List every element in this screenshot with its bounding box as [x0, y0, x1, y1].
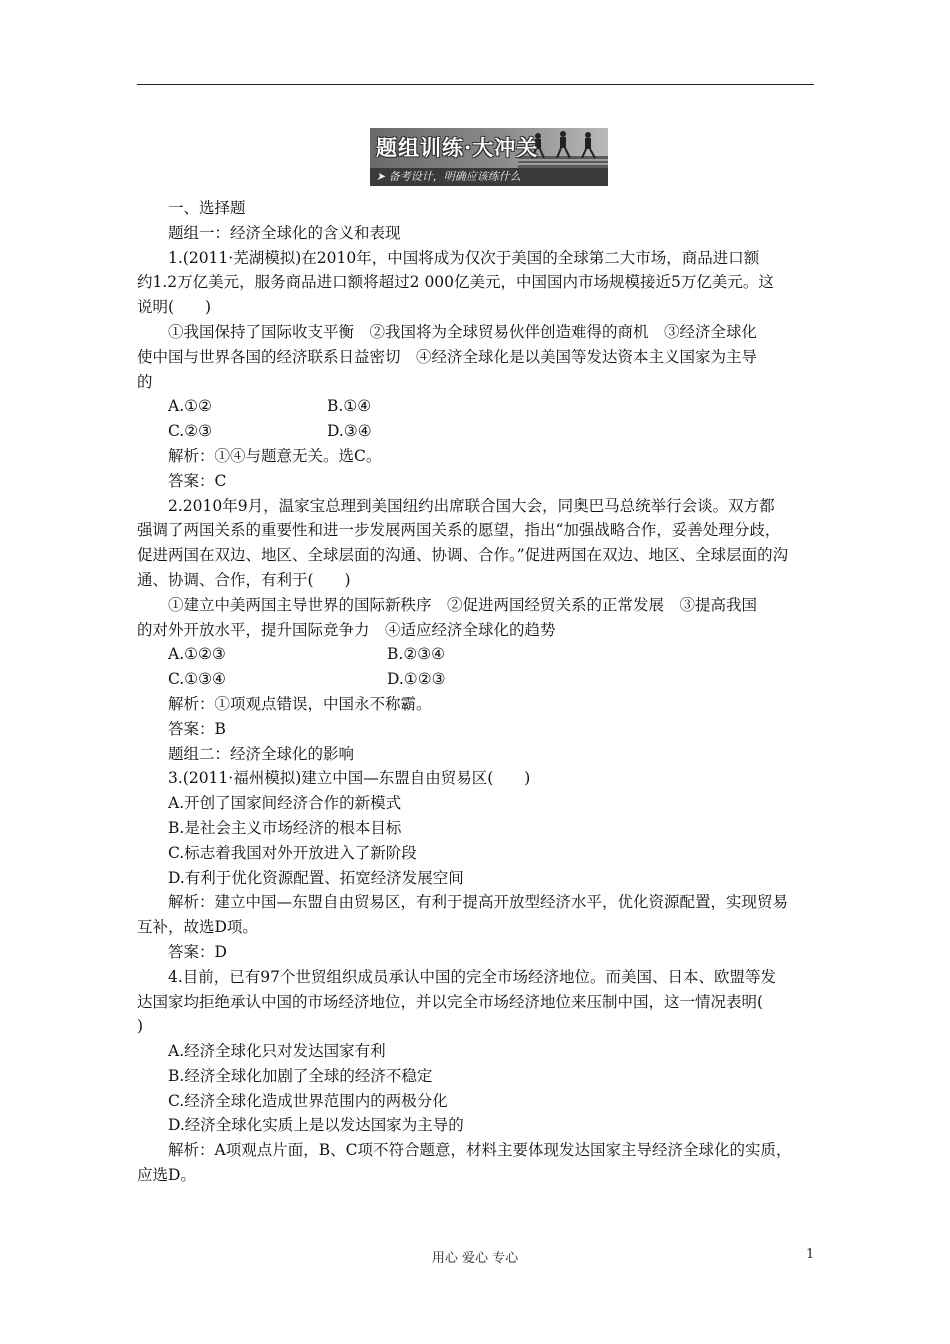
- header-rule: [137, 84, 814, 85]
- text-line: 解析：①项观点错误，中国永不称霸。: [168, 694, 432, 713]
- text-line: 应选D。: [137, 1166, 196, 1185]
- text-line: A.开创了国家间经济合作的新模式: [168, 794, 402, 813]
- text-line: 3.(2011·福州模拟)建立中国—东盟自由贸易区( ): [168, 769, 531, 788]
- text-line: 答案：C: [168, 471, 227, 490]
- text-line: 促进两国在双边、地区、全球层面的沟通、协调、合作。”促进两国在双边、地区、全球层面的沟: [137, 546, 789, 565]
- section-banner: [370, 128, 608, 186]
- text-line: 互补，故选D项。: [137, 918, 258, 937]
- text-line: 说明( ): [137, 298, 212, 317]
- text-line: 解析：①④与题意无关。选C。: [168, 446, 382, 465]
- option-a: C.①③④: [168, 670, 226, 689]
- option-row: [137, 667, 814, 692]
- text-line: 使中国与世界各国的经济联系日益密切 ④经济全球化是以美国等发达资本主义国家为主导: [137, 347, 758, 366]
- text-line: 答案：B: [168, 719, 226, 738]
- page-number: 1: [806, 1247, 815, 1262]
- option-b: B.①④: [327, 397, 372, 416]
- text-line: 2.2010年9月，温家宝总理到美国纽约出席联合国大会，同奥巴马总统举行会谈。双方都: [168, 496, 775, 515]
- option-row: [137, 642, 814, 667]
- option-row: [137, 394, 814, 419]
- text-line: C.经济全球化造成世界范围内的两极分化: [168, 1091, 448, 1110]
- text-line: 1.(2011·芜湖模拟)在2010年，中国将成为仅次于美国的全球第二大市场，商品进口额: [168, 248, 760, 267]
- text-line: 约1.2万亿美元，服务商品进口额将超过2 000亿美元，中国国内市场规模接近5万亿美元。这: [137, 273, 774, 292]
- text-line: 的: [137, 372, 153, 391]
- text-line: ①我国保持了国际收支平衡 ②我国将为全球贸易伙伴创造难得的商机 ③经济全球化: [168, 322, 758, 341]
- text-line: 题组二：经济全球化的影响: [168, 744, 355, 763]
- option-a: A.①②: [168, 397, 212, 416]
- document-body: [137, 196, 814, 1188]
- banner-subtitle: ➤ 备考设计，明确应该练什么: [370, 168, 608, 186]
- text-line: 解析：建立中国—东盟自由贸易区，有利于提高开放型经济水平，优化资源配置，实现贸易: [168, 893, 789, 912]
- text-line: 题组一：经济全球化的含义和表现: [168, 223, 401, 242]
- banner-subtitle-text: 备考设计，明确应该练什么: [388, 170, 521, 183]
- banner-title: 题组训练·大冲关: [376, 135, 539, 160]
- option-a: A.①②③: [168, 645, 226, 664]
- text-line: C.标志着我国对外开放进入了新阶段: [168, 843, 417, 862]
- text-line: D.有利于优化资源配置、拓宽经济发展空间: [168, 868, 464, 887]
- footer-text: 用心 爱心 专心: [431, 1251, 519, 1266]
- text-line: D.经济全球化实质上是以发达国家为主导的: [168, 1116, 464, 1135]
- text-line: 解析：A项观点片面，B、C项不符合题意，材料主要体现发达国家主导经济全球化的实质，: [168, 1141, 792, 1160]
- text-line: 强调了两国关系的重要性和进一步发展两国关系的愿望，指出“加强战略合作，妥善处理分歧，: [137, 521, 781, 540]
- text-line: B.是社会主义市场经济的根本目标: [168, 818, 402, 837]
- text-line: B.经济全球化加剧了全球的经济不稳定: [168, 1066, 433, 1085]
- text-line: 4.目前，已有97个世贸组织成员承认中国的完全市场经济地位。而美国、日本、欧盟等发: [168, 967, 777, 986]
- option-b: B.②③④: [387, 645, 446, 664]
- text-line: ①建立中美两国主导世界的国际新秩序 ②促进两国经贸关系的正常发展 ③提高我国: [168, 595, 758, 614]
- option-b: D.③④: [327, 422, 372, 441]
- option-b: D.①②③: [387, 670, 446, 689]
- text-line: 的对外开放水平，提升国际竞争力 ④适应经济全球化的趋势: [137, 620, 556, 639]
- text-line: 通、协调、合作，有利于( ): [137, 570, 351, 589]
- text-line: 一、选择题: [168, 199, 246, 217]
- option-row: [137, 419, 814, 444]
- text-line: 达国家均拒绝承认中国的市场经济地位，并以完全市场经济地位来压制中国，这一情况表明(: [137, 992, 764, 1011]
- option-a: C.②③: [168, 422, 213, 441]
- text-line: 答案：D: [168, 942, 227, 961]
- text-line: ): [137, 1017, 144, 1036]
- text-line: A.经济全球化只对发达国家有利: [168, 1042, 386, 1061]
